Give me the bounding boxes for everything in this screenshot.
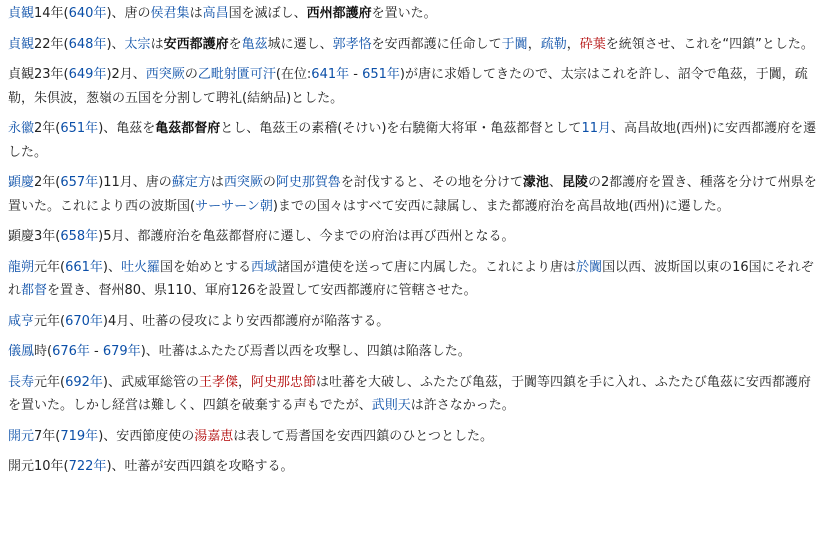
paragraph-text: は表して焉耆国を安西四鎮のひとつとした。 (233, 428, 494, 444)
paragraph-text: )、吐蕃はふたたび焉耆以西を攻撃し、四鎮は陥落した。 (140, 344, 471, 359)
red-wiki-link[interactable]: 砕葉 (579, 36, 606, 52)
wiki-link[interactable]: 西突厥 (223, 175, 263, 190)
paragraph-text: )4月、吐蕃の侵攻により安西都護府が陥落する。 (102, 313, 390, 329)
wiki-link[interactable]: 于闐 (501, 36, 528, 52)
wiki-link[interactable]: 649年 (68, 67, 107, 82)
paragraph-text: )、唐の (106, 6, 151, 21)
red-wiki-link[interactable]: 王孝傑 (199, 374, 239, 390)
paragraph-text: 、高昌故地(西州)に安西都護府を遷した。 (8, 121, 817, 160)
wiki-link[interactable]: 661年 (65, 259, 103, 275)
wiki-link[interactable]: 都督 (21, 283, 48, 298)
wiki-link[interactable]: 郭孝恪 (332, 36, 372, 52)
paragraph-text: 開元10年( (8, 459, 69, 474)
history-paragraph (8, 33, 818, 57)
history-paragraph (8, 371, 818, 418)
history-paragraph (8, 310, 818, 334)
bold-term: 昆陵 (561, 175, 588, 190)
paragraph-text: 、 (548, 175, 562, 190)
history-paragraph (8, 225, 818, 249)
red-wiki-link[interactable]: 湯嘉恵 (194, 428, 234, 444)
wiki-link[interactable]: 太宗 (124, 36, 151, 52)
wiki-link[interactable]: 670年 (65, 313, 103, 329)
paragraph-text: )、 (106, 36, 125, 52)
wiki-link[interactable]: 顕慶 (8, 175, 35, 190)
paragraph-text: 時( (34, 344, 53, 359)
wiki-link[interactable]: 貞観 (8, 6, 35, 21)
wiki-link[interactable]: 阿史那賀魯 (275, 175, 341, 190)
history-paragraph (8, 256, 818, 303)
wiki-link[interactable]: 658年 (60, 229, 99, 244)
paragraph-text: は許さなかった。 (410, 398, 515, 413)
paragraph-text: - (89, 344, 103, 359)
wiki-link[interactable]: 692年 (65, 374, 103, 390)
paragraph-text: (在位: (275, 67, 312, 82)
bold-term: 安西都護府 (163, 36, 229, 52)
wiki-link[interactable]: 657年 (60, 175, 99, 190)
wiki-link[interactable]: 719年 (60, 428, 99, 444)
paragraph-text: )、 (102, 259, 121, 275)
wiki-link[interactable]: 侯君集 (150, 6, 190, 21)
wiki-link[interactable]: 641年 (311, 67, 350, 82)
paragraph-text: )が唐に求婚してきたので、太宗はこれを許し、詔令で亀茲，于闐，疏勒，朱倶波，葱嶺の五国を分割して聘礼(結納品)とした。 (8, 67, 808, 106)
paragraph-text: 顕慶3年( (8, 229, 61, 244)
wiki-link[interactable]: 648年 (68, 36, 107, 52)
wiki-link[interactable]: 651年 (362, 67, 400, 82)
paragraph-text: を統領させ、これを“四鎮”とした。 (605, 36, 814, 52)
paragraph-text: 貞観23年( (8, 67, 69, 82)
history-paragraph (8, 171, 818, 218)
paragraph-text: 7年( (34, 428, 61, 444)
wiki-link[interactable]: 高昌 (202, 6, 229, 21)
wiki-link[interactable]: 貞観 (8, 36, 35, 52)
paragraph-text: とし、亀茲王の素稽(そけい)を右驍衛大将軍・亀茲都督として (220, 121, 582, 136)
wiki-link[interactable]: 676年 (52, 344, 90, 359)
paragraph-text: 22年( (34, 36, 69, 52)
paragraph-text: を (228, 36, 242, 52)
wiki-link[interactable]: 疏勒 (540, 36, 567, 52)
wiki-link[interactable]: 蘇定方 (171, 175, 211, 190)
paragraph-text: )までの国々はすべて安西に隷属し、また都護府治を高昌故地(西州)に遷した。 (272, 198, 730, 214)
wiki-link[interactable]: 乙毗射匱可汗 (197, 67, 276, 82)
paragraph-text: は (210, 175, 224, 190)
paragraph-text: 2年( (34, 121, 61, 136)
wiki-link[interactable]: 武則天 (371, 398, 411, 413)
paragraph-text: 城に遷し、 (267, 36, 333, 52)
paragraph-text: )、武威軍総管の (102, 374, 199, 390)
paragraph-text: 元年( (34, 259, 66, 275)
history-paragraph (8, 2, 818, 26)
paragraph-text: 国を滅ぼし、 (228, 6, 307, 21)
paragraph-text: を置いた。 (371, 6, 437, 21)
paragraph-text: 元年( (34, 313, 66, 329)
paragraph-text: の (262, 175, 276, 190)
paragraph-text: )、吐蕃が安西四鎮を攻略する。 (106, 459, 294, 474)
wiki-link[interactable]: 於闐 (576, 259, 603, 275)
history-paragraph (8, 340, 818, 364)
wiki-link[interactable]: 679年 (102, 344, 141, 359)
paragraph-text: )5月、都護府治を亀茲都督府に遷し、今までの府治は再び西州となる。 (98, 229, 515, 244)
paragraph-text: 国以西、波斯国以東の16国にそれぞれ (8, 259, 814, 298)
wiki-link[interactable]: 亀茲 (241, 36, 268, 52)
wiki-link[interactable]: サーサーン朝 (195, 198, 273, 214)
paragraph-text: を討伐すると、その地を分けて (340, 175, 523, 190)
paragraph-text: 14年( (34, 6, 69, 21)
wiki-link[interactable]: 龍朔 (8, 259, 35, 275)
paragraph-text: の (184, 67, 198, 82)
paragraph-text: は (189, 6, 203, 21)
wiki-link[interactable]: 722年 (68, 459, 107, 474)
paragraph-text: )11月、唐の (98, 175, 172, 190)
wiki-link[interactable]: 651年 (60, 121, 99, 136)
wiki-link[interactable]: 開元 (8, 428, 35, 444)
paragraph-text: 諸国が遣使を送って唐に内属した。これにより唐は (277, 259, 577, 275)
paragraph-text: は吐蕃を大破し、ふたたび亀茲，于闐等四鎮を手に入れ、ふたたび亀茲に安西都護府を置いた。しかし経営は難しく、四鎮を破棄する声もでたが、 (8, 374, 811, 413)
paragraph-text: 2年( (34, 175, 61, 190)
wiki-link[interactable]: 西突厥 (145, 67, 185, 82)
paragraph-text: - (349, 67, 363, 82)
wiki-link[interactable]: 永徽 (8, 121, 35, 136)
history-paragraph (8, 455, 818, 479)
paragraph-text: を置き、督州80、県110、軍府126を設置して安西都護府に管轄させた。 (47, 283, 477, 298)
bold-term: 濛池 (522, 175, 549, 190)
paragraph-text: の2都護府を置き、種落を分けて州県を置いた。これにより西の波斯国( (8, 175, 817, 214)
paragraph-text: ， (527, 36, 541, 52)
history-paragraph (8, 425, 818, 449)
wiki-link[interactable]: 咸亨 (8, 313, 35, 329)
history-paragraph (8, 63, 818, 110)
bold-term: 亀茲都督府 (155, 121, 221, 136)
paragraph-text: は (150, 36, 164, 52)
paragraph-text: 元年( (34, 374, 66, 390)
bold-term: 西州都護府 (306, 6, 372, 21)
paragraph-text: 国を始めとする (160, 259, 252, 275)
wiki-link[interactable]: 吐火羅 (121, 259, 161, 275)
wiki-link[interactable]: 640年 (68, 6, 107, 21)
paragraph-text: を安西都護に任命して (371, 36, 502, 52)
wiki-link[interactable]: 西域 (251, 259, 278, 275)
paragraph-text: ， (566, 36, 580, 52)
paragraph-text: )、亀茲を (98, 121, 156, 136)
paragraph-text: )、安西節度使の (98, 428, 195, 444)
paragraph-text: ， (238, 374, 252, 390)
red-wiki-link[interactable]: 阿史那忠節 (251, 374, 317, 390)
wiki-link[interactable]: 儀鳳 (8, 344, 35, 359)
wiki-link[interactable]: 長寿 (8, 374, 35, 390)
paragraph-text: )2月、 (106, 67, 146, 82)
wiki-link[interactable]: 11月 (581, 121, 611, 136)
history-paragraph (8, 117, 818, 164)
